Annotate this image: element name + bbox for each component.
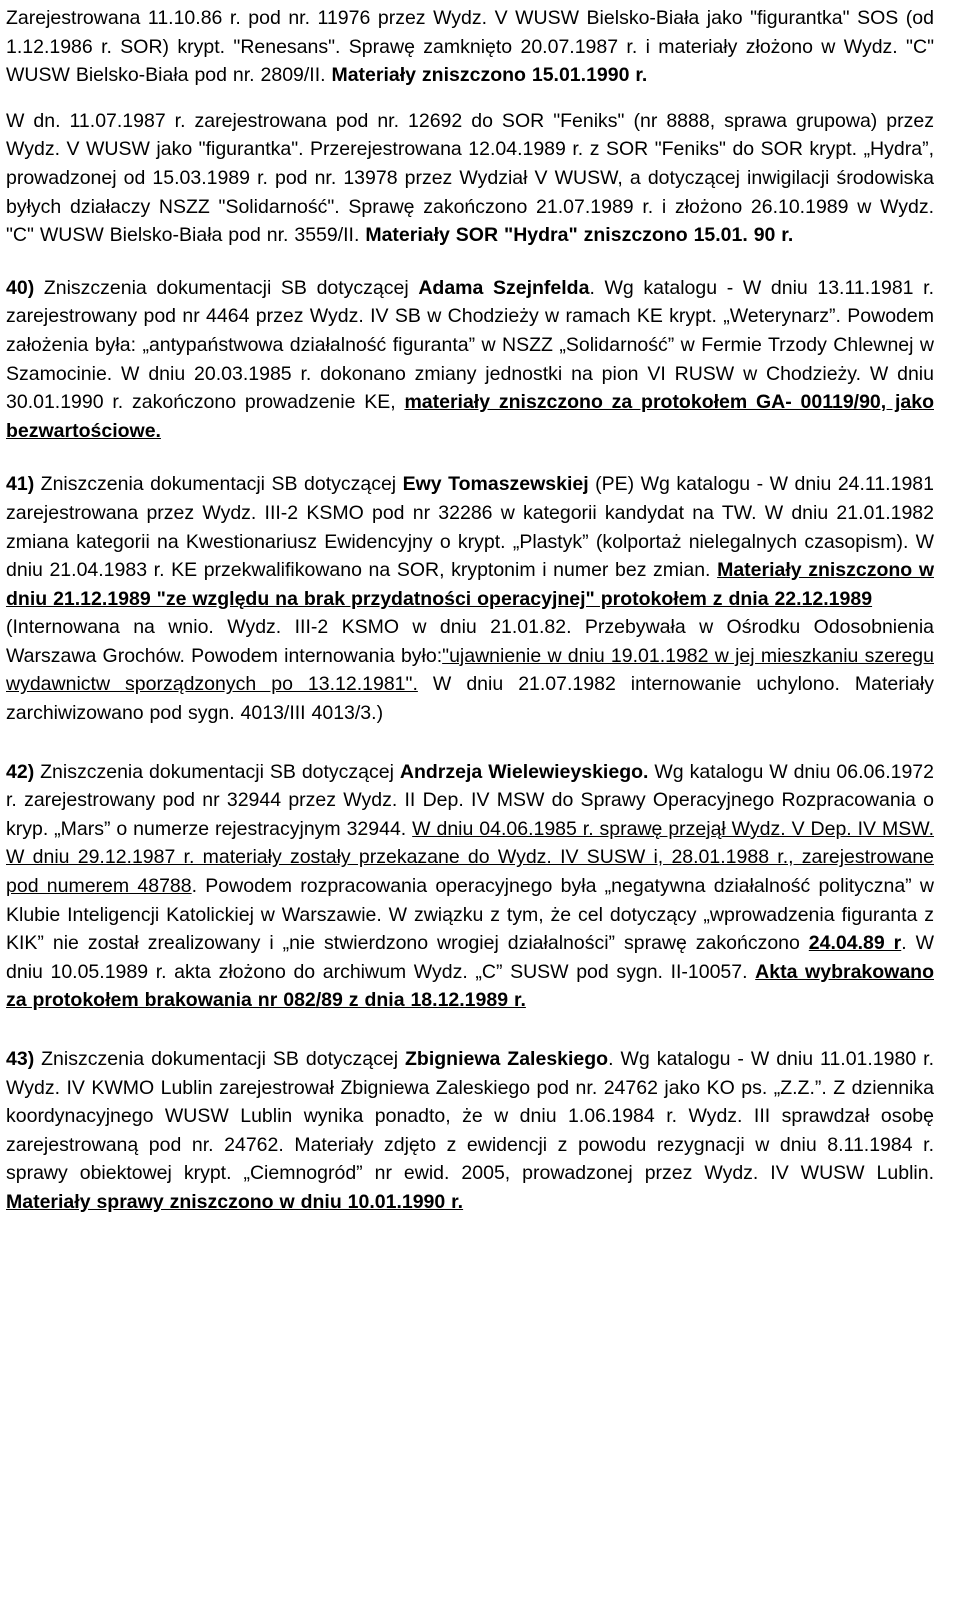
- paragraph-text: W dn. 11.07.1987 r. zarejestrowana pod nr. 12692 do SOR "Feniks" (nr 8888, sprawa grupowa) przez Wydz. V WUSW jako "figurantka". Przerejestrowana 12.04.1989 r. z SOR "Feniks" do SOR krypt. „Hydra”, prowadzonej od 15.03.1989 r. pod nr. 13978 przez Wydział V WUSW, a dotyczącej inwigilacji środowiska byłych działaczy NSZZ "Solidarność". Sprawę zakończono 21.07.1989 r. i złożono 26.10.1989 w Wydz. "C" WUSW Bielsko-Biała pod nr. 3559/II.: [6, 109, 934, 247]
- entry-intro: Zniszczenia dokumentacji SB dotyczącej: [34, 760, 400, 783]
- entry-text-2: . Powodem rozpracowania operacyjnego była „negatywna działalność polityczna” w Klubie Inteligencji Katolickiej w Warszawie. W związku z tym, że cel dotyczący „wprowadzenia figuranta z KIK” nie został zrealizowany i „nie stwierdzono wrogiej działalności” sprawę zakończono: [6, 875, 934, 955]
- person-name: Adama Szejnfelda: [418, 276, 590, 299]
- internment-reason: "ujawnienie w dniu 19.01.1982 w jej mieszkaniu szeregu wydawnictw sporządzonych po 13.12.1981".: [6, 644, 935, 696]
- note-text-end: W dniu 21.07.1982 internowanie uchylono. Materiały zarchiwizowano pod sygn. 4013/III 4013/3.): [6, 673, 934, 725]
- entry-number: 42): [6, 760, 35, 783]
- entry-40: [6, 274, 934, 446]
- destruction-note: Materiały zniszczono 15.01.1990 r.: [331, 64, 648, 87]
- entry-42: [6, 758, 934, 1015]
- paragraph-renesans: [6, 4, 934, 90]
- entry-43: [6, 1045, 934, 1217]
- destruction-note: Materiały sprawy zniszczono w dniu 10.01.1990 r.: [6, 1190, 464, 1213]
- closing-date: 24.04.89 r: [808, 932, 902, 955]
- destruction-note: materiały zniszczono za protokołem GA- 00119/90, jako bezwartościowe.: [6, 391, 934, 442]
- destruction-note: Materiały SOR "Hydra" zniszczono 15.01. 90 r.: [365, 224, 794, 247]
- note-text: (Internowana na wnio. Wydz. III-2 KSMO w dniu 21.01.82. Przebywała w Ośrodku Odosobnienia Warszawa Grochów. Powodem internowania było:: [6, 616, 934, 667]
- entry-41-internment-note: [6, 613, 934, 727]
- person-name: Zbigniewa Zaleskiego: [405, 1048, 609, 1070]
- entry-text-3: . W dniu 10.05.1989 r. akta złożono do archiwum Wydz. „C” SUSW pod sygn. II-10057.: [6, 932, 934, 983]
- entry-text: . Wg katalogu - W dniu 13.11.1981 r. zarejestrowany pod nr 4464 przez Wydz. IV SB w Chodzieży w ramach KE krypt. „Weterynarz”. Powodem założenia była: „antypaństwowa działalność figuranta” w NSZZ „Solidarność” w Fermie Trzody Chlewnej w Szamocinie. W dniu 20.03.1985 r. dokonano zmiany jednostki na pion VI RUSW w Chodzieży. W dniu 30.01.1990 r. zakończono prowadzenie KE,: [6, 276, 934, 414]
- destruction-note: Materiały zniszczono w dniu 21.12.1989 "ze względu na brak przydatności operacyjnej" protokołem z dnia 22.12.1989: [6, 559, 934, 610]
- paragraph-feniks-hydra: [6, 107, 934, 250]
- entry-number: 41): [6, 473, 35, 496]
- entry-number: 43): [6, 1048, 35, 1070]
- entry-41: [6, 470, 934, 613]
- entry-number: 40): [6, 276, 35, 299]
- entry-text: Wg katalogu W dniu 06.06.1972 r. zarejestrowany pod nr 32944 przez Wydz. II Dep. IV MSW do Sprawy Operacyjnego Rozpracowania o kryp. „Mars” o numerze rejestracyjnym 32944.: [6, 760, 934, 840]
- destruction-note: Akta wybrakowano za protokołem brakowania nr 082/89 z dnia 18.12.1989 r.: [6, 960, 935, 1012]
- entry-intro: Zniszczenia dokumentacji SB dotyczącej: [34, 473, 403, 496]
- person-name: Andrzeja Wielewieyskiego.: [399, 760, 649, 783]
- person-name: Ewy Tomaszewskiej: [402, 473, 589, 496]
- entry-intro: Zniszczenia dokumentacji SB dotyczącej: [34, 276, 419, 299]
- paragraph-text: Zarejestrowana 11.10.86 r. pod nr. 11976 przez Wydz. V WUSW Bielsko-Biała jako "figurantka" SOS (od 1.12.1986 r. SOR) krypt. "Renesans". Sprawę zamknięto 20.07.1987 r. i materiały złożono w Wydz. "C" WUSW Bielsko-Biała pod nr. 2809/II.: [6, 7, 934, 87]
- entry-text: . Wg katalogu - W dniu 11.01.1980 r. Wydz. IV KWMO Lublin zarejestrował Zbigniewa Zaleskiego pod nr. 24762 jako KO ps. „Z.Z.”. Z dziennika koordynacyjnego WUSW Lublin wynika ponadto, że w dniu 1.06.1984 r. Wydz. III sprawdzał osobę zarejestrowaną pod nr. 24762. Materiały zdjęto z ewidencji z powodu rezygnacji w dniu 8.11.1984 r. sprawy obiektowej krypt. „Ciemnogród” nr ewid. 2005, prowadzonej przez Wydz. IV WUSW Lublin.: [6, 1048, 934, 1185]
- entry-intro: Zniszczenia dokumentacji SB dotyczącej: [34, 1048, 405, 1070]
- entry-text: (PE) Wg katalogu - W dniu 24.11.1981 zarejestrowana przez Wydz. III-2 KSMO pod nr 32286 w kategorii kandydat na TW. W dniu 21.01.1982 zmiana kategorii na Kwestionariusz Ewidencyjny o krypt. „Plastyk” (kolportaż nielegalnych czasopism). W dniu 21.04.1983 r. KE przekwalifikowano na SOR, kryptonim i numer bez zmian.: [6, 473, 934, 582]
- transfer-note: W dniu 04.06.1985 r. sprawę przejął Wydz. V Dep. IV MSW. W dniu 29.12.1987 r. materiały zostały przekazane do Wydz. IV SUSW i, 28.01.1988 r., zarejestrowane pod numerem 48788: [6, 817, 934, 898]
